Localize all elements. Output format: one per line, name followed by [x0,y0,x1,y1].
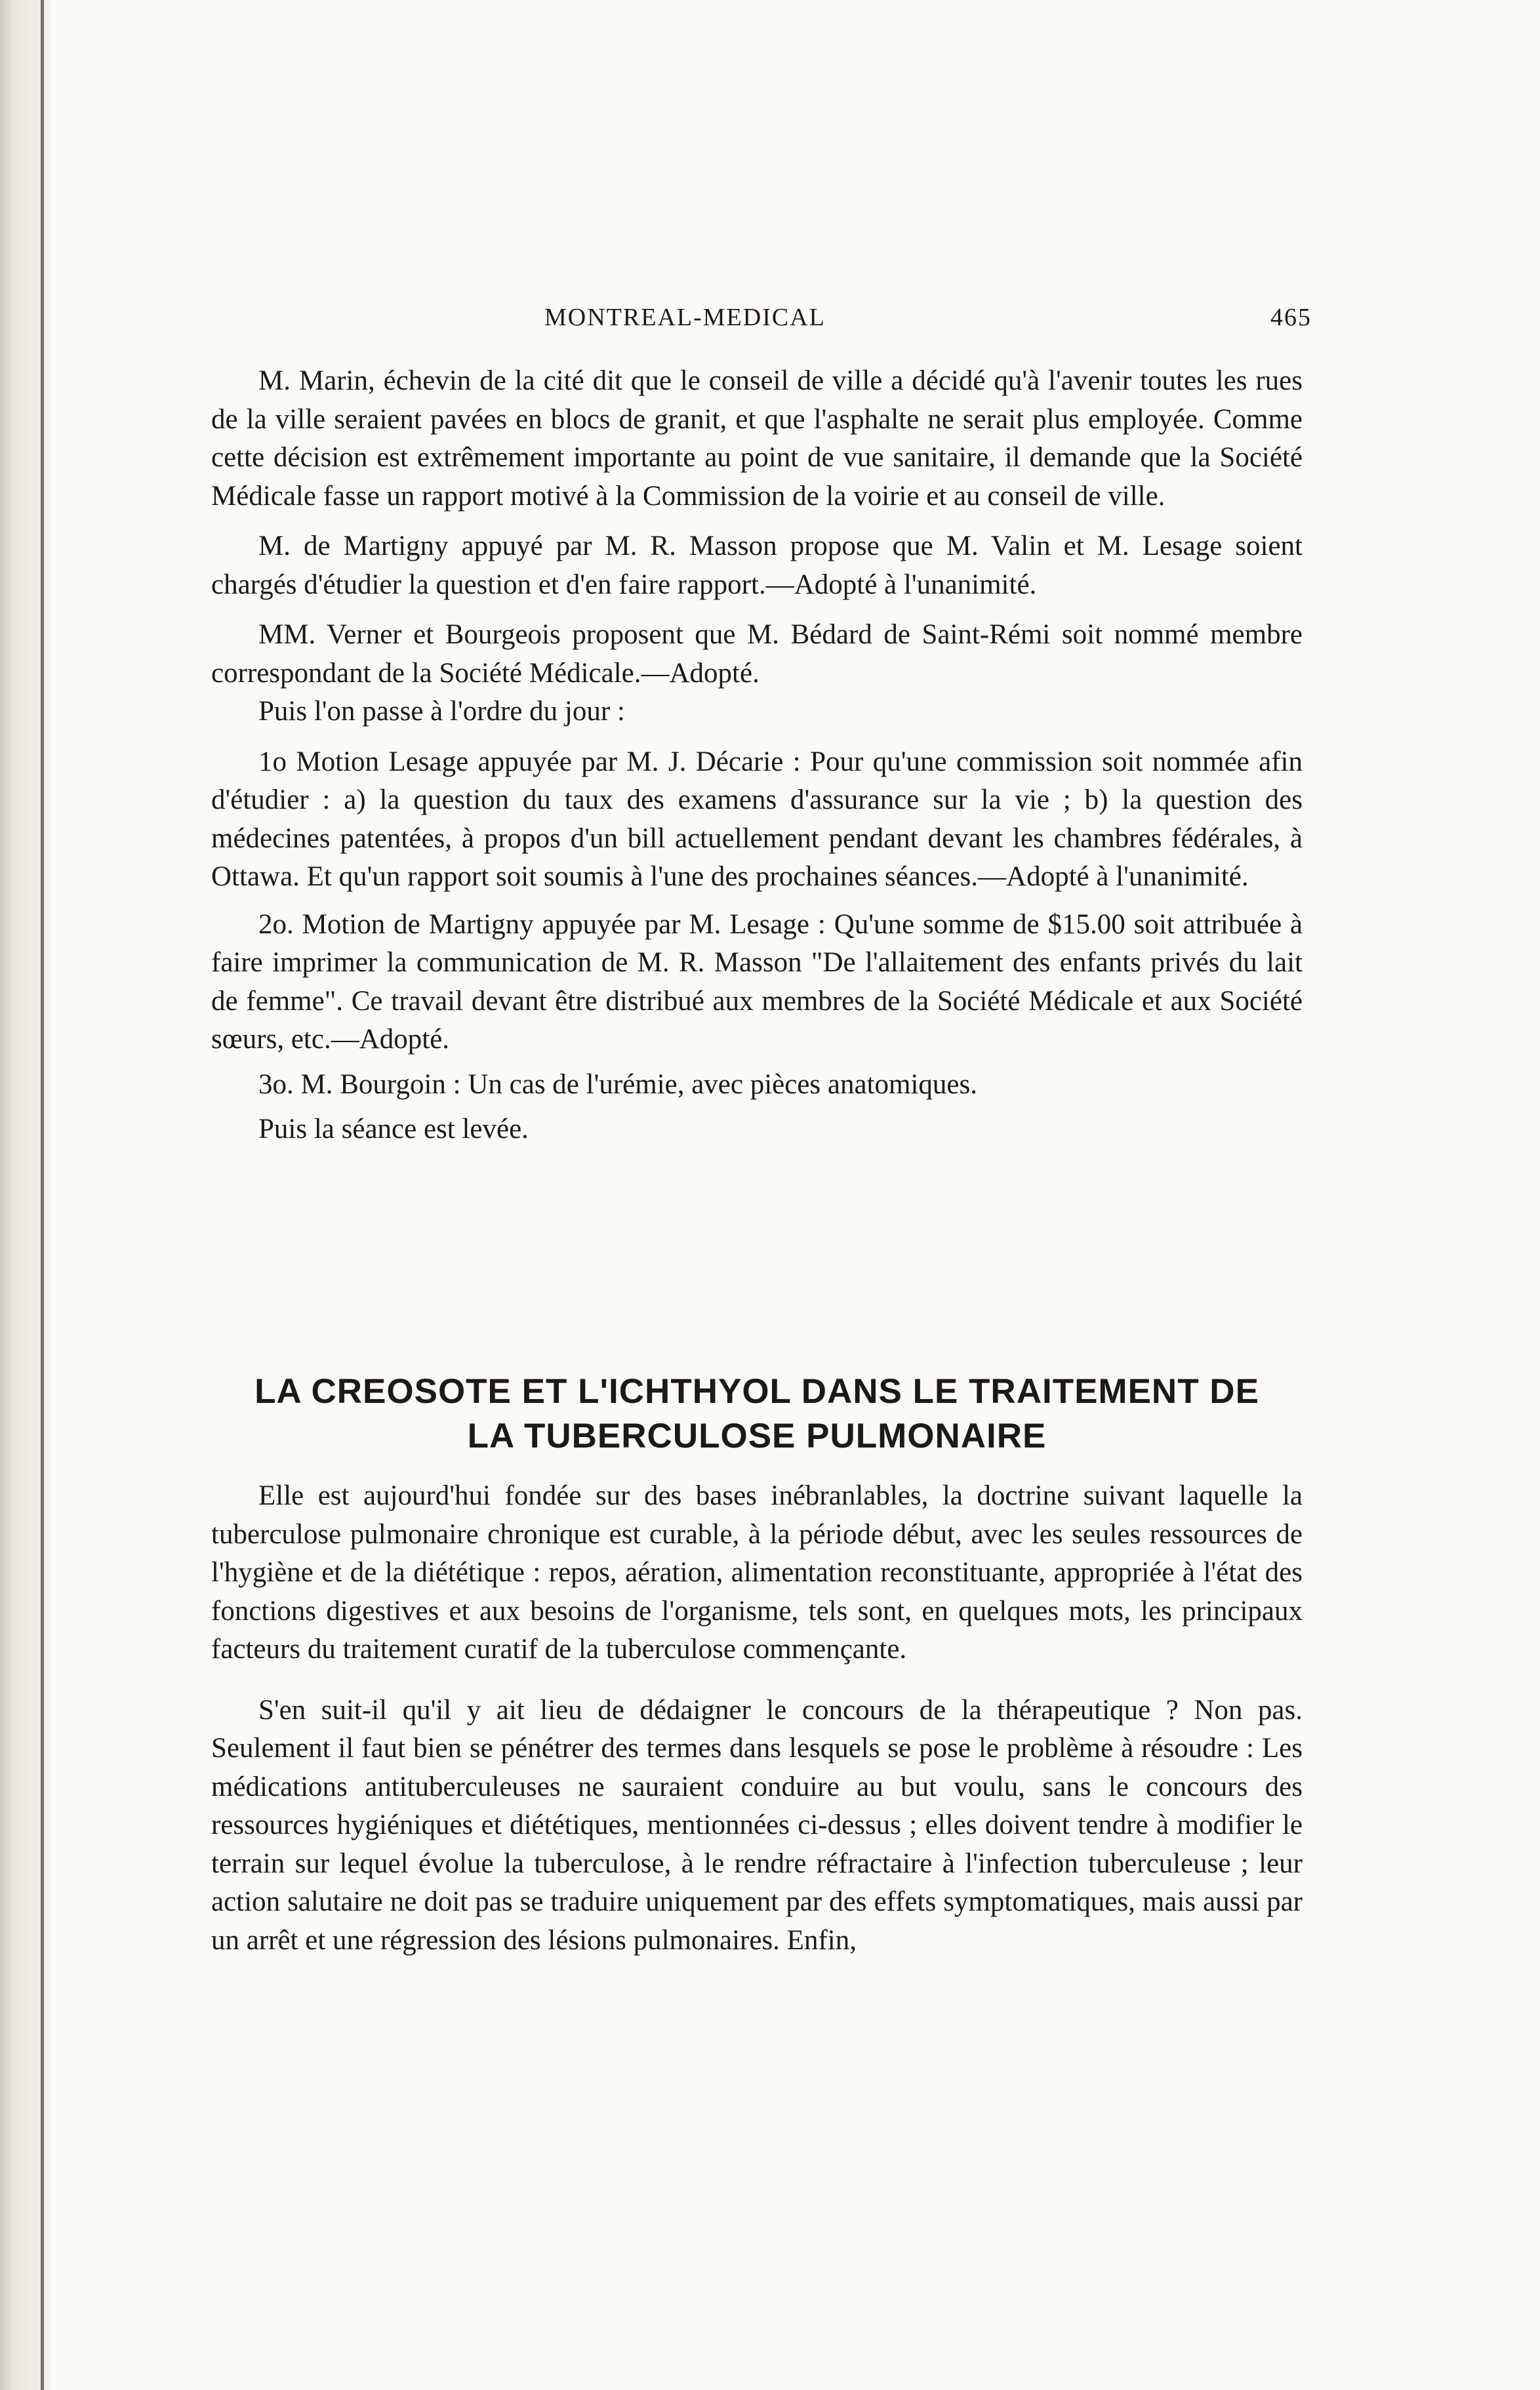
paragraph-verner: MM. Verner et Bourgeois proposent que M. Bédard de Saint-Rémi soit nommé membre correspondant de la Société Médicale.—Adopté. [211,619,1303,689]
article-paragraph-1: Elle est aujourd'hui fondée sur des bases inébranlables, la doctrine suivant laquelle la tuberculose pulmonaire chronique est curable, à la période début, avec les seules ressources de l'hygiène et de la diététique : repos, aération, alimentation reconstituante, appropriée à l'état des fonctions digestives et aux besoins de l'organisme, tels sont, en quelques mots, les principaux facteurs du traitement curatif de la tuberculose commençante. [211,1480,1303,1665]
closing-line: Puis la séance est levée. [258,1114,529,1144]
article-heading [211,1369,1303,1459]
agenda-item-2: 2o. Motion de Martigny appuyée par M. Lesage : Qu'une somme de $15.00 soit attribuée à faire imprimer la communication de M. R. Masson "De l'allaitement des enfants privés du lait de femme". Ce travail devant être distribué aux membres de la Société Médicale et aux Société sœurs, etc.—Adopté. [211,908,1303,1055]
article-paragraph-2: S'en suit-il qu'il y ait lieu de dédaigner le concours de la thérapeutique ? Non pas. Seulement il faut bien se pénétrer des termes dans lesquels se pose le problème à résoudre : Les médications antituberculeuses ne sauraient conduire au but voulu, sans le concours des ressources hygiéniques et diététiques, mentionnées ci-dessus ; elles doivent tendre à modifier le terrain sur lequel évolue la tuberculose, à le rendre réfractaire à l'infection tuberculeuse ; leur action salutaire ne doit pas se traduire uniquement par des effets symptomatiques, mais aussi par un arrêt et une régression des lésions pulmonaires. Enfin, [211,1694,1303,1956]
article-body [211,1477,1303,1960]
paragraph-ordre-du-jour: Puis l'on passe à l'ordre du jour : [258,696,625,727]
article-title-line1: LA CREOSOTE ET L'ICHTHYOL DANS LE TRAITEMENT DE [254,1372,1259,1411]
agenda-item-1: 1o Motion Lesage appuyée par M. J. Décarie : Pour qu'une commission soit nommée afin d'étudier : a) la question du taux des examens d'assurance sur la vie ; b) la question des médecines patentées, à propos d'un bill actuellement pendant devant les chambres fédérales, à Ottawa. Et qu'un rapport soit soumis à l'une des prochaines séances.—Adopté à l'unanimité. [211,746,1303,892]
journal-title: MONTREAL-MEDICAL [544,304,826,331]
agenda-item-3: 3o. M. Bourgoin : Un cas de l'urémie, avec pièces anatomiques. [258,1068,977,1100]
minutes-section [211,362,1303,1149]
binding-edge [41,0,44,2390]
running-header [216,303,1312,342]
paragraph-martigny: M. de Martigny appuyé par M. R. Masson propose que M. Valin et M. Lesage soient chargés d'étudier la question et d'en faire rapport.—Adopté à l'unanimité. [211,531,1303,600]
page-number: 465 [1270,304,1312,331]
paragraph-marin: M. Marin, échevin de la cité dit que le conseil de ville a décidé qu'à l'avenir toutes les rues de la ville seraient pavées en blocs de granit, et que l'asphalte ne serait plus employée. Comme cette décision est extrêmement importante au point de vue sanitaire, il demande que la Société Médicale fasse un rapport motivé à la Commission de la voirie et au conseil de ville. [211,365,1303,512]
article-title-line2: LA TUBERCULOSE PULMONAIRE [467,1417,1047,1455]
